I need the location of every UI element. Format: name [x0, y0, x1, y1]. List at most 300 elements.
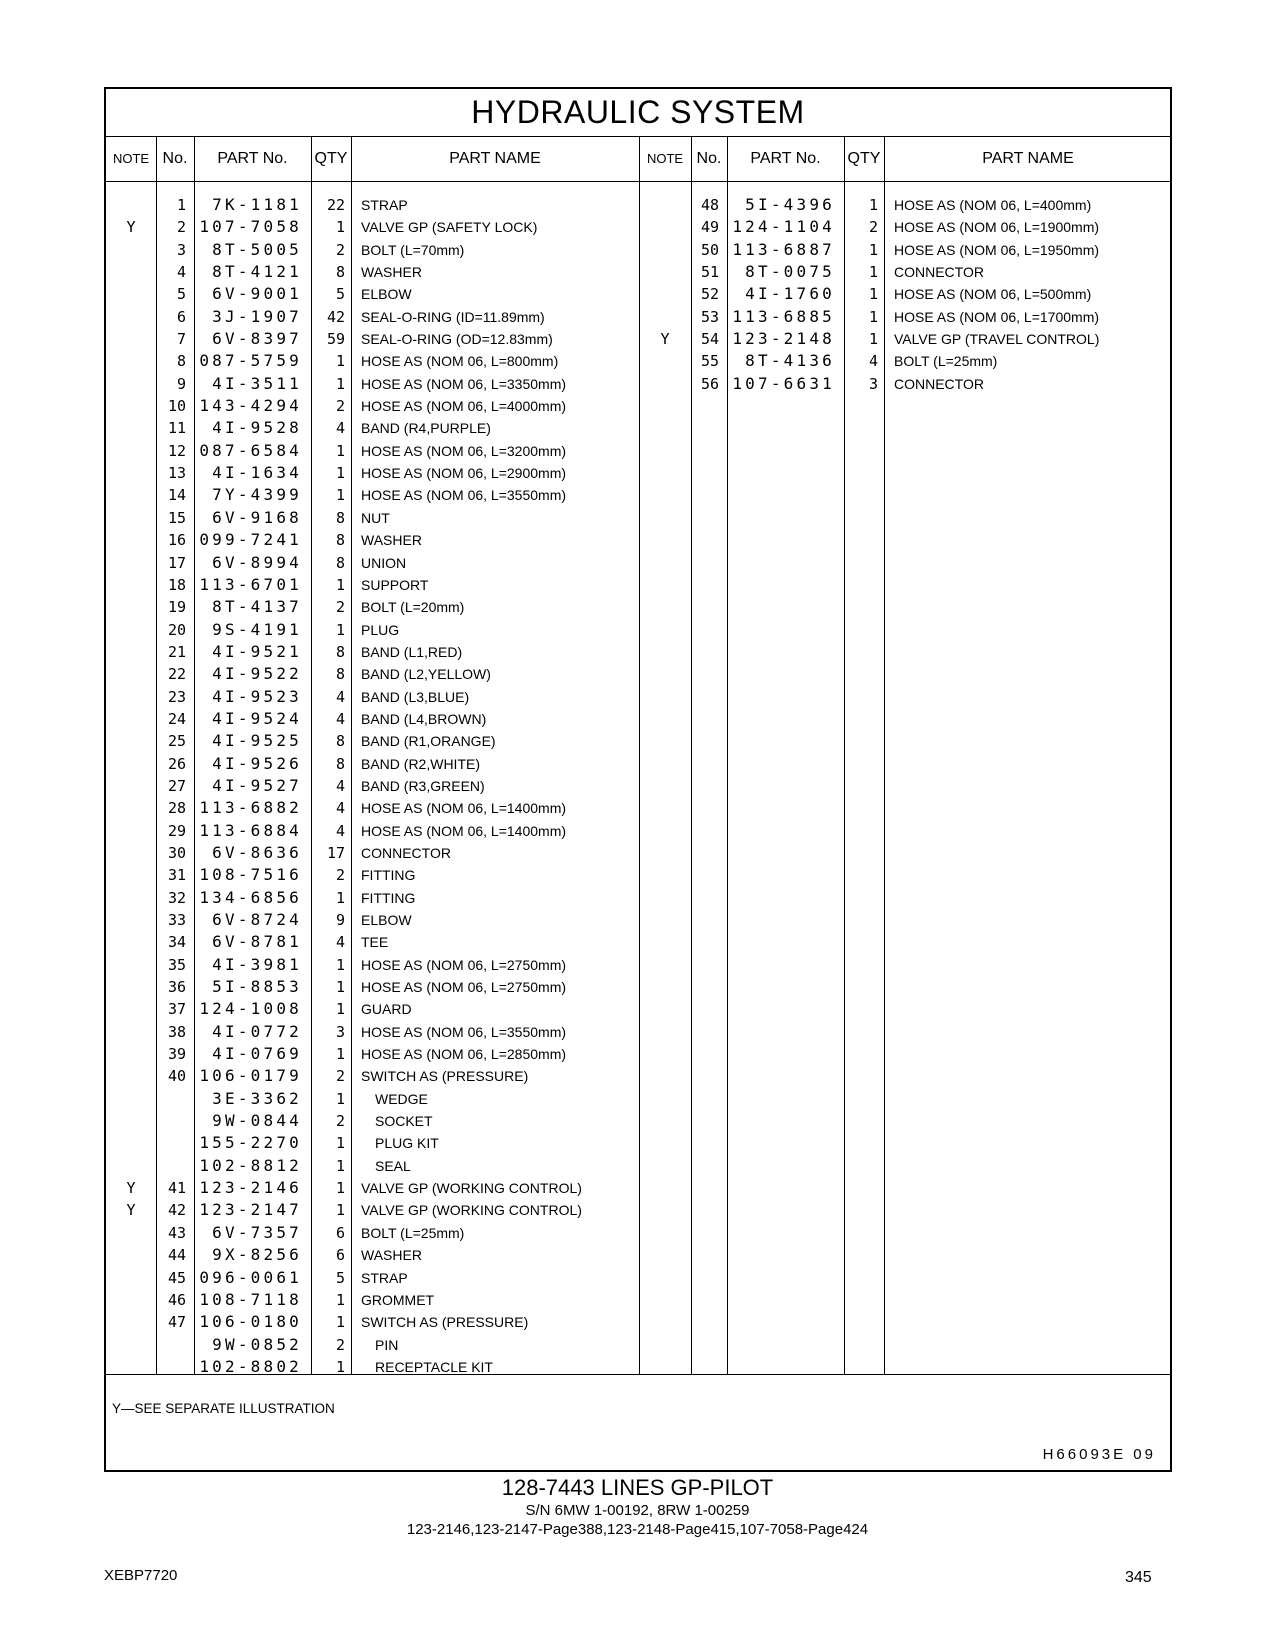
- header-part-no: PART No.: [217, 150, 288, 167]
- part-number-cell: 8T-4136: [745, 351, 835, 371]
- note-cell: Y: [660, 330, 670, 349]
- part-name-cell: BOLT (L=25mm): [894, 353, 998, 370]
- part-name-cell: BAND (L2,YELLOW): [361, 666, 491, 683]
- part-name-cell: HOSE AS (NOM 06, L=3200mm): [361, 442, 567, 459]
- right-part-name-column: [894, 194, 1169, 395]
- part-number-cell: 4I-9526: [212, 753, 302, 773]
- item-number-cell: 2: [176, 218, 186, 237]
- part-name-cell: BAND (R3,GREEN): [361, 777, 485, 794]
- note-cell: [106, 1244, 156, 1266]
- note-cell: [639, 283, 691, 305]
- item-number-cell: 31: [167, 866, 186, 885]
- note-cell: [106, 753, 156, 775]
- quantity-cell: 2: [335, 1067, 345, 1086]
- part-name-cell: HOSE AS (NOM 06, L=3550mm): [361, 1023, 567, 1040]
- item-number-cell: 23: [167, 687, 186, 706]
- note-cell: [106, 998, 156, 1020]
- col-divider: [351, 136, 352, 1374]
- footnote: Y—SEE SEPARATE ILLUSTRATION: [112, 1401, 335, 1416]
- quantity-cell: 1: [335, 464, 345, 483]
- part-name-cell: HOSE AS (NOM 06, L=2850mm): [361, 1046, 567, 1063]
- item-number-cell: 41: [167, 1179, 186, 1198]
- note-cell: [106, 954, 156, 976]
- left-no-column: [156, 194, 186, 1378]
- quantity-cell: 2: [335, 397, 345, 416]
- quantity-cell: 9: [335, 911, 345, 929]
- note-cell: [106, 574, 156, 596]
- part-name-cell: BAND (L4,BROWN): [361, 710, 487, 727]
- note-cell: [106, 1110, 156, 1132]
- note-cell: [106, 1132, 156, 1154]
- item-number-cell: [156, 1110, 186, 1132]
- quantity-cell: 8: [335, 508, 345, 527]
- quantity-cell: 8: [335, 754, 345, 773]
- item-number-cell: 34: [167, 933, 186, 952]
- part-name-cell: BAND (R4,PURPLE): [361, 420, 491, 437]
- quantity-cell: 6: [335, 1223, 345, 1242]
- header-part-name: PART NAME: [449, 150, 541, 167]
- quantity-cell: 5: [335, 285, 345, 304]
- quantity-cell: 2: [335, 240, 345, 259]
- part-name-cell: [361, 1334, 636, 1356]
- quantity-cell: 1: [868, 330, 878, 349]
- note-cell: [106, 395, 156, 417]
- item-number-cell: 55: [700, 352, 719, 371]
- part-number-cell: 102-8812: [199, 1155, 302, 1175]
- part-name-cell: BOLT (L=70mm): [361, 241, 465, 258]
- note-cell: [106, 1065, 156, 1087]
- part-name-cell: SWITCH AS (PRESSURE): [361, 1068, 529, 1085]
- part-number-cell: 4I-3981: [212, 954, 302, 974]
- part-number-cell: 6V-8994: [212, 552, 302, 572]
- quantity-cell: 59: [326, 330, 345, 349]
- item-number-cell: 39: [167, 1045, 186, 1064]
- quantity-cell: 2: [335, 598, 345, 617]
- quantity-cell: 4: [335, 709, 345, 728]
- item-number-cell: 36: [167, 978, 186, 997]
- note-cell: [106, 619, 156, 641]
- header-part-no: PART No.: [750, 150, 821, 167]
- note-cell: [106, 931, 156, 953]
- header-no: No.: [162, 150, 188, 167]
- item-number-cell: 6: [176, 307, 186, 326]
- part-number-cell: 123-2148: [732, 329, 835, 349]
- part-number-cell: 087-5759: [199, 351, 302, 371]
- item-number-cell: 24: [167, 709, 186, 728]
- note-cell: Y: [126, 1201, 136, 1220]
- part-number-cell: 7K-1181: [212, 195, 302, 214]
- part-name-cell: CONNECTOR: [361, 844, 451, 861]
- note-cell: [639, 261, 691, 283]
- part-number-cell: 4I-0769: [212, 1044, 302, 1064]
- item-number-cell: 37: [167, 1000, 186, 1019]
- part-name-cell: HOSE AS (NOM 06, L=400mm): [894, 197, 1092, 213]
- quantity-cell: 1: [335, 374, 345, 393]
- item-number-cell: 27: [167, 776, 186, 795]
- quantity-cell: 4: [335, 687, 345, 706]
- part-number-cell: 107-7058: [199, 217, 302, 237]
- quantity-cell: 1: [335, 888, 345, 907]
- quantity-cell: 1: [868, 240, 878, 259]
- note-cell: [106, 708, 156, 730]
- quantity-cell: 1: [335, 352, 345, 371]
- item-number-cell: 38: [167, 1022, 186, 1041]
- note-cell: [106, 239, 156, 261]
- item-number-cell: 49: [700, 218, 719, 237]
- part-number-cell: 113-6701: [199, 574, 302, 594]
- note-cell: [106, 1267, 156, 1289]
- item-number-cell: 33: [167, 911, 186, 929]
- item-number-cell: 17: [167, 553, 186, 572]
- quantity-cell: 17: [326, 843, 345, 862]
- header-no: No.: [696, 150, 722, 167]
- item-number-cell: 51: [700, 263, 719, 282]
- part-name-cell: HOSE AS (NOM 06, L=1400mm): [361, 800, 567, 817]
- part-name-cell: BAND (R2,WHITE): [361, 755, 480, 772]
- parts-table-frame: [104, 87, 1172, 1472]
- note-cell: Y: [126, 218, 136, 237]
- item-number-cell: 26: [167, 754, 186, 773]
- header-note: NOTE: [112, 151, 150, 166]
- part-name-cell: HOSE AS (NOM 06, L=2750mm): [361, 979, 567, 996]
- right-note-column: [639, 194, 691, 395]
- item-number-cell: 22: [167, 665, 186, 684]
- note-cell: [639, 350, 691, 372]
- page-number: 345: [1125, 1569, 1152, 1586]
- part-number-cell: 3E-3362: [212, 1088, 302, 1108]
- part-name-cell: HOSE AS (NOM 06, L=4000mm): [361, 398, 567, 415]
- quantity-cell: 4: [335, 933, 345, 952]
- note-cell: [106, 641, 156, 663]
- right-qty-column: [844, 194, 878, 395]
- quantity-cell: 22: [326, 196, 345, 214]
- part-name-cell: VALVE GP (TRAVEL CONTROL): [894, 331, 1100, 348]
- part-name-cell: HOSE AS (NOM 06, L=2900mm): [361, 465, 567, 482]
- part-name-cell: HOSE AS (NOM 06, L=2750mm): [361, 956, 567, 973]
- part-name-cell: VALVE GP (SAFETY LOCK): [361, 219, 538, 236]
- note-cell: [106, 909, 156, 931]
- part-number-cell: 099-7241: [199, 530, 302, 550]
- part-name-cell: PLUG: [361, 621, 400, 638]
- part-number-cell: 106-0180: [199, 1312, 302, 1332]
- part-name-cell: [361, 1132, 636, 1154]
- quantity-cell: 6: [335, 1246, 345, 1265]
- part-name-cell: STRAP: [361, 1269, 408, 1286]
- item-number-cell: 16: [167, 531, 186, 550]
- part-name-cell: SUPPORT: [361, 576, 429, 593]
- item-number-cell: 3: [176, 240, 186, 259]
- part-name-cell: GUARD: [361, 1001, 412, 1018]
- note-cell: [639, 373, 691, 395]
- item-number-cell: 40: [167, 1067, 186, 1086]
- quantity-cell: 1: [868, 196, 878, 214]
- part-name-cell: FITTING: [361, 889, 416, 906]
- note-cell: [106, 820, 156, 842]
- part-name-cell: WASHER: [361, 264, 422, 281]
- part-number-cell: 5I-8853: [212, 977, 302, 997]
- quantity-cell: 2: [868, 218, 878, 237]
- note-cell: [106, 529, 156, 551]
- quantity-cell: 1: [335, 620, 345, 639]
- part-number-cell: 8T-5005: [212, 239, 302, 259]
- part-name-cell: UNION: [361, 554, 407, 571]
- part-name-cell: [361, 1088, 636, 1110]
- quantity-cell: 1: [335, 486, 345, 505]
- part-number-cell: 4I-0772: [212, 1021, 302, 1041]
- part-number-cell: 134-6856: [199, 887, 302, 907]
- note-cell: [106, 417, 156, 439]
- item-number-cell: 7: [176, 330, 186, 349]
- left-part-name-column: [361, 194, 636, 1378]
- item-number-cell: 9: [176, 374, 186, 393]
- part-name-cell: SEAL-O-RING (ID=11.89mm): [361, 308, 545, 325]
- note-cell: [106, 1021, 156, 1043]
- item-number-cell: [156, 1088, 186, 1110]
- quantity-cell: 3: [868, 374, 878, 393]
- note-cell: [106, 194, 156, 216]
- quantity-cell: 4: [335, 821, 345, 840]
- quantity-cell: 1: [335, 1134, 345, 1153]
- quantity-cell: 4: [335, 799, 345, 818]
- item-number-cell: 42: [167, 1201, 186, 1220]
- part-number-cell: 5I-4396: [745, 195, 835, 214]
- note-cell: [106, 373, 156, 395]
- note-cell: [639, 194, 691, 216]
- note-cell: [106, 328, 156, 350]
- part-name-cell: BOLT (L=20mm): [361, 599, 465, 616]
- item-number-cell: 35: [167, 955, 186, 974]
- part-name-cell: ELBOW: [361, 286, 412, 303]
- quantity-cell: 2: [335, 1112, 345, 1131]
- part-number-cell: 4I-3511: [212, 373, 302, 393]
- note-cell: [106, 596, 156, 618]
- header-qty: QTY: [847, 150, 881, 167]
- part-number-cell: 9W-0844: [212, 1111, 302, 1131]
- part-name-cell: STRAP: [361, 197, 408, 213]
- part-number-cell: 102-8802: [199, 1356, 302, 1376]
- part-number-cell: 6V-9168: [212, 507, 302, 527]
- note-cell: [639, 239, 691, 261]
- quantity-cell: 1: [335, 575, 345, 594]
- quantity-cell: 1: [868, 263, 878, 282]
- quantity-cell: 3: [335, 1022, 345, 1041]
- item-number-cell: [156, 1132, 186, 1154]
- note-cell: [106, 663, 156, 685]
- note-cell: [106, 775, 156, 797]
- part-name-cell: BAND (L1,RED): [361, 643, 463, 660]
- item-number-cell: 56: [700, 374, 719, 393]
- group-caption: 128-7443 LINES GP-PILOT: [501, 1475, 774, 1500]
- quantity-cell: 4: [868, 352, 878, 371]
- quantity-cell: 4: [335, 776, 345, 795]
- part-name-cell: HOSE AS (NOM 06, L=1400mm): [361, 822, 567, 839]
- part-name-cell: WASHER: [361, 532, 422, 549]
- part-number-cell: 096-0061: [199, 1267, 302, 1287]
- quantity-cell: 1: [335, 1201, 345, 1220]
- part-number-cell: 8T-4121: [212, 262, 302, 282]
- part-number-cell: 4I-9521: [212, 641, 302, 661]
- part-number-cell: 4I-9525: [212, 731, 302, 751]
- item-number-cell: 21: [167, 642, 186, 661]
- part-number-cell: 124-1008: [199, 999, 302, 1019]
- part-number-cell: 9W-0852: [212, 1334, 302, 1354]
- part-number-cell: 155-2270: [199, 1133, 302, 1153]
- note-cell: [106, 261, 156, 283]
- section-title: HYDRAULIC SYSTEM: [471, 94, 805, 130]
- item-number-cell: 5: [176, 285, 186, 304]
- quantity-cell: 1: [335, 1179, 345, 1198]
- quantity-cell: 42: [326, 307, 345, 326]
- note-cell: [106, 730, 156, 752]
- part-name-cell: VALVE GP (WORKING CONTROL): [361, 1202, 582, 1219]
- item-number-cell: 10: [167, 397, 186, 416]
- part-number-cell: 113-6882: [199, 798, 302, 818]
- item-number-cell: [156, 1334, 186, 1356]
- quantity-cell: 1: [335, 1357, 345, 1376]
- sub-part-name: SOCKET: [375, 1113, 433, 1130]
- part-name-cell: BAND (L3,BLUE): [361, 688, 470, 705]
- part-number-cell: 4I-1760: [745, 284, 835, 304]
- part-name-cell: NUT: [361, 509, 390, 526]
- quantity-cell: 8: [335, 263, 345, 282]
- note-cell: [106, 686, 156, 708]
- item-number-cell: 25: [167, 732, 186, 751]
- part-number-cell: 124-1104: [732, 217, 835, 237]
- note-cell: [106, 283, 156, 305]
- item-number-cell: 14: [167, 486, 186, 505]
- quantity-cell: 5: [335, 1268, 345, 1287]
- quantity-cell: 1: [335, 1156, 345, 1175]
- quantity-cell: 1: [335, 955, 345, 974]
- sub-part-name: WEDGE: [375, 1090, 428, 1107]
- part-name-cell: HOSE AS (NOM 06, L=1900mm): [894, 219, 1100, 236]
- part-name-cell: BOLT (L=25mm): [361, 1224, 465, 1241]
- part-number-cell: 6V-7357: [212, 1222, 302, 1242]
- part-name-cell: HOSE AS (NOM 06, L=3350mm): [361, 375, 567, 392]
- part-number-cell: 6V-8724: [212, 910, 302, 929]
- item-number-cell: 47: [167, 1313, 186, 1332]
- item-number-cell: 29: [167, 821, 186, 840]
- part-name-cell: CONNECTOR: [894, 375, 984, 392]
- item-number-cell: 12: [167, 441, 186, 460]
- part-number-cell: 4I-9528: [212, 418, 302, 438]
- note-cell: [106, 1155, 156, 1177]
- part-number-cell: 6V-8397: [212, 329, 302, 349]
- note-cell: [639, 306, 691, 328]
- quantity-cell: 2: [335, 866, 345, 885]
- quantity-cell: 8: [335, 553, 345, 572]
- part-name-cell: [361, 1356, 636, 1378]
- part-number-cell: 123-2146: [199, 1178, 302, 1198]
- note-cell: [106, 1311, 156, 1333]
- part-number-cell: 4I-9524: [212, 708, 302, 728]
- part-number-cell: 7Y-4399: [212, 485, 302, 505]
- part-number-cell: 113-6884: [199, 820, 302, 840]
- part-number-cell: 123-2147: [199, 1200, 302, 1220]
- note-cell: Y: [126, 1179, 136, 1198]
- part-number-cell: 9S-4191: [212, 619, 302, 639]
- note-cell: [639, 216, 691, 238]
- col-divider: [884, 136, 885, 1374]
- part-number-cell: 6V-8636: [212, 842, 302, 862]
- part-name-cell: [361, 1110, 636, 1132]
- note-cell: [106, 552, 156, 574]
- item-number-cell: 48: [700, 196, 719, 214]
- quantity-cell: 1: [335, 1000, 345, 1019]
- right-no-column: [691, 194, 719, 395]
- header-qty: QTY: [314, 150, 348, 167]
- quantity-cell: 8: [335, 732, 345, 751]
- note-cell: [106, 1334, 156, 1356]
- sub-part-name: RECEPTACLE KIT: [375, 1358, 493, 1375]
- quantity-cell: 1: [335, 1089, 345, 1108]
- left-part-no-column: [194, 194, 302, 1378]
- item-number-cell: 53: [700, 307, 719, 326]
- item-number-cell: 32: [167, 888, 186, 907]
- part-number-cell: 143-4294: [199, 396, 302, 416]
- serial-caption: S/N 6MW 1-00192, 8RW 1-00259: [525, 1502, 750, 1519]
- item-number-cell: [156, 1356, 186, 1378]
- part-name-cell: SEAL-O-RING (OD=12.83mm): [361, 331, 553, 348]
- part-number-cell: 6V-9001: [212, 284, 302, 304]
- note-cell: [106, 440, 156, 462]
- part-name-cell: [361, 1155, 636, 1177]
- quantity-cell: 1: [335, 1313, 345, 1332]
- sub-part-name: PLUG KIT: [375, 1135, 439, 1152]
- item-number-cell: 28: [167, 799, 186, 818]
- item-number-cell: 4: [176, 263, 186, 282]
- header-divider: [106, 181, 1170, 182]
- note-cell: [106, 1289, 156, 1311]
- part-name-cell: HOSE AS (NOM 06, L=500mm): [894, 286, 1092, 303]
- quantity-cell: 1: [335, 1290, 345, 1309]
- item-number-cell: 54: [700, 330, 719, 349]
- quantity-cell: 8: [335, 642, 345, 661]
- part-name-cell: ELBOW: [361, 912, 412, 928]
- part-name-cell: WASHER: [361, 1247, 422, 1264]
- note-cell: [106, 864, 156, 886]
- part-number-cell: 3J-1907: [212, 306, 302, 326]
- note-cell: [106, 842, 156, 864]
- item-number-cell: 43: [167, 1223, 186, 1242]
- part-number-cell: 4I-9527: [212, 775, 302, 795]
- note-cell: [106, 1222, 156, 1244]
- item-number-cell: 11: [167, 419, 186, 438]
- item-number-cell: 8: [176, 352, 186, 371]
- item-number-cell: [156, 1155, 186, 1177]
- right-part-no-column: [727, 194, 835, 395]
- part-name-cell: HOSE AS (NOM 06, L=1950mm): [894, 241, 1100, 258]
- document-id: XEBP7720: [104, 1567, 178, 1584]
- part-name-cell: TEE: [361, 934, 389, 951]
- part-number-cell: 113-6887: [732, 239, 835, 259]
- item-number-cell: 30: [167, 843, 186, 862]
- item-number-cell: 20: [167, 620, 186, 639]
- part-name-cell: VALVE GP (WORKING CONTROL): [361, 1180, 582, 1197]
- item-number-cell: 46: [167, 1290, 186, 1309]
- header-part-name: PART NAME: [982, 150, 1074, 167]
- reference-caption: 123-2146,123-2147-Page388,123-2148-Page415,107-7058-Page424: [406, 1521, 869, 1538]
- quantity-cell: 1: [335, 1045, 345, 1064]
- item-number-cell: 1: [176, 196, 186, 214]
- left-note-column: [106, 194, 156, 1378]
- part-number-cell: 8T-0075: [745, 262, 835, 282]
- note-cell: [106, 484, 156, 506]
- part-number-cell: 4I-9523: [212, 686, 302, 706]
- illustration-code: H66093E 09: [1042, 1446, 1156, 1463]
- quantity-cell: 2: [335, 1335, 345, 1354]
- part-number-cell: 8T-4137: [212, 597, 302, 617]
